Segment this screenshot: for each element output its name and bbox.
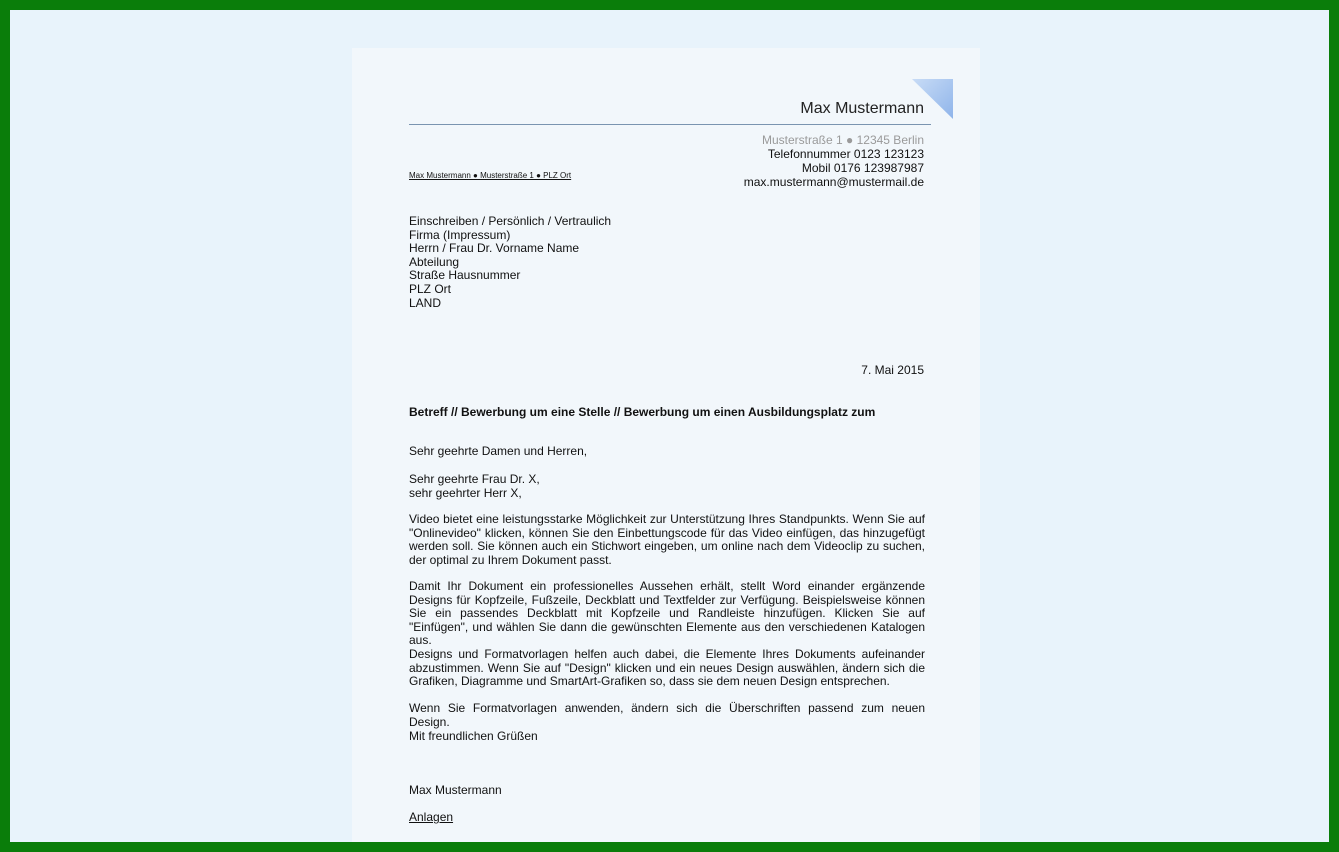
recipient-line: Firma (Impressum): [409, 227, 511, 242]
signature-name: Max Mustermann: [409, 783, 502, 797]
body-paragraph: Video bietet eine leistungsstarke Möglichkeit zur Unterstützung Ihres Standpunkts. Wenn Sie auf "Onlinevideo" klicken, können Sie den Einbettungscode für das Video einfügen, das hinzugefügt werden soll. Sie können auch ein Stichwort eingeben, um online nach dem Videoclip zu suchen, der optimal zu Ihrem Dokument passt.: [409, 512, 925, 567]
recipient-line: Straße Hausnummer: [409, 268, 521, 283]
letter-page: [352, 48, 980, 842]
attachments-link[interactable]: Anlagen: [409, 810, 454, 824]
recipient-line: Herrn / Frau Dr. Vorname Name: [409, 241, 580, 256]
header-divider: [409, 124, 931, 125]
salutation-line: Sehr geehrte Frau Dr. X,: [409, 472, 540, 486]
sender-mobile: Mobil 0176 123987987: [801, 161, 924, 175]
sender-contact: [744, 133, 924, 189]
salutation-personal: [409, 473, 925, 500]
recipient-line: PLZ Ort: [409, 281, 452, 296]
recipient-block: [409, 215, 611, 310]
recipient-line: LAND: [409, 295, 442, 310]
closing-phrase: Mit freundlichen Grüßen: [409, 729, 538, 743]
salutation-line: sehr geehrter Herr X,: [409, 485, 522, 500]
letter-date: 7. Mai 2015: [861, 363, 924, 377]
return-address-line: Max Mustermann ● Musterstraße 1 ● PLZ Ort: [409, 171, 572, 180]
attachments-row: [409, 811, 925, 825]
body-paragraph: Designs und Formatvorlagen helfen auch dabei, die Elemente Ihres Dokuments aufeinander abzustimmen. Wenn Sie auf "Design" klicken und ein neues Design auswählen, ändern sich die Grafiken, Diagramme und SmartArt-Grafiken so, dass sie dem neuen Design entsprechen.: [409, 647, 925, 689]
sender-address: Musterstraße 1 ● 12345 Berlin: [762, 133, 924, 147]
recipient-line: Einschreiben / Persönlich / Vertraulich: [409, 214, 612, 228]
sender-phone: Telefonnummer 0123 123123: [767, 147, 924, 161]
body-paragraph: Damit Ihr Dokument ein professionelles Aussehen erhält, stellt Word einander ergänzende Designs für Kopfzeile, Fußzeile, Deckblatt und Textfelder zur Verfügung. Beispielsweise können Sie ein passendes Deckblatt mit Kopfzeile und Randleiste hinzufügen. Klicken Sie auf "Einfügen", und wählen Sie dann die gewünschten Elemente aus den verschiedenen Katalogen aus.: [409, 579, 925, 648]
recipient-line: Abteilung: [409, 254, 460, 269]
page-frame: [10, 10, 1329, 842]
body-paragraph: Wenn Sie Formatvorlagen anwenden, ändern sich die Überschriften passend zum neuen Design.: [409, 701, 925, 729]
sender-name-header: Max Mustermann: [800, 100, 924, 117]
salutation-general: Sehr geehrte Damen und Herren,: [409, 444, 588, 458]
sender-email: max.mustermann@mustermail.de: [743, 175, 924, 189]
letter-subject: Betreff // Bewerbung um eine Stelle // Bewerbung um einen Ausbildungsplatz zum: [409, 405, 876, 419]
